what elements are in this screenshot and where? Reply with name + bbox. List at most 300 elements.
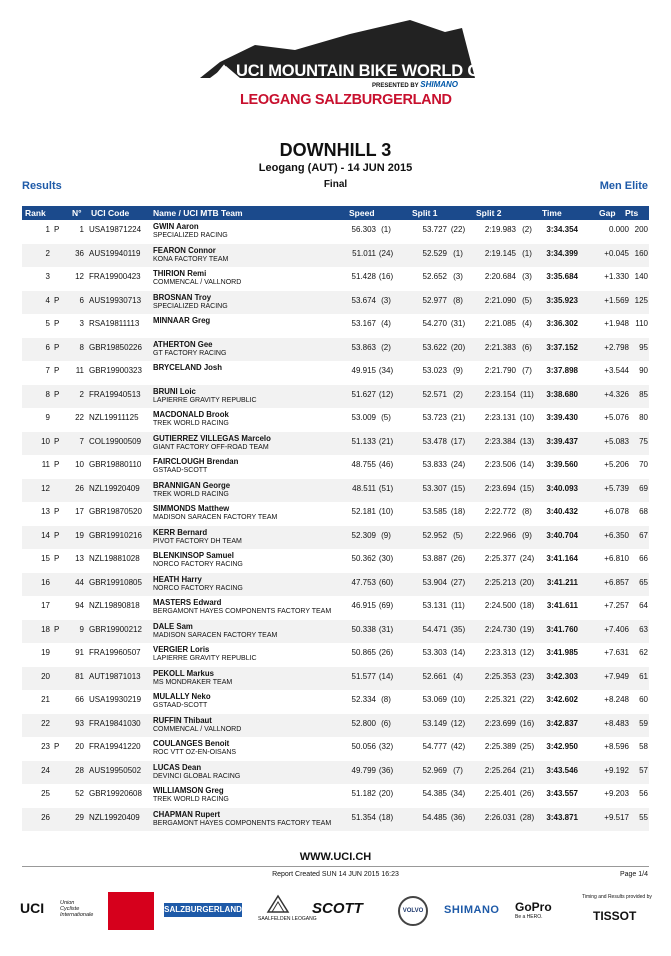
bib-number: 94	[75, 601, 84, 610]
tirol-logo	[108, 892, 154, 930]
split2-rank: (7)	[522, 366, 532, 375]
speed-rank: (36)	[378, 765, 394, 775]
table-row	[22, 455, 649, 479]
team-name: SPECIALIZED RACING	[153, 232, 228, 239]
split2: 2:26.031	[484, 812, 516, 822]
gap: +7.949	[604, 671, 629, 681]
split2-rank: (6)	[522, 342, 532, 352]
split2-rank: (5)	[522, 295, 532, 305]
split1-rank: (4)	[453, 671, 463, 681]
bib-number: 81	[75, 671, 84, 681]
team-name: COMMENCAL / VALLNORD	[153, 725, 242, 733]
speed-rank: (21)	[378, 436, 394, 446]
rider-name: VERGIER Loris	[153, 645, 210, 654]
speed: 46.915	[351, 601, 376, 610]
split1: 53.023	[422, 366, 447, 375]
split2-rank: (2)	[522, 225, 532, 234]
podium-flag: P	[54, 389, 60, 399]
split2: 2:22.966	[484, 530, 516, 540]
rider-name: GWIN Aaron	[153, 222, 199, 231]
split1-rank: (36)	[450, 812, 466, 822]
finish-time: 3:42.602	[546, 695, 578, 704]
points: 58	[639, 742, 648, 751]
split1: 52.652	[422, 272, 447, 281]
results-table-header	[22, 206, 649, 220]
saalfelden-leogang-logo: SAALFELDEN LEOGANG	[258, 916, 317, 922]
bib-number: 19	[75, 530, 84, 540]
split1-rank: (18)	[450, 507, 466, 516]
split2-rank: (22)	[519, 695, 535, 704]
bib-number: 3	[79, 319, 84, 328]
split2-rank: (13)	[519, 436, 535, 446]
rank: 19	[41, 648, 50, 657]
split1: 53.069	[422, 695, 447, 704]
speed-rank: (31)	[378, 624, 394, 634]
points: 160	[634, 248, 648, 258]
rider-name: MULALLY Neko	[153, 692, 211, 701]
uci-code: NZL19911125	[89, 413, 139, 422]
table-row	[22, 479, 649, 503]
team-name: BERGAMONT HAYES COMPONENTS FACTORY TEAM	[153, 819, 332, 827]
split1-rank: (15)	[450, 483, 466, 493]
uci-code: FRA19941220	[89, 742, 141, 751]
uci-code: GBR19900323	[89, 366, 142, 375]
rider-name: BRYCELAND Josh	[153, 363, 223, 372]
rank: 16	[41, 577, 50, 587]
finish-time: 3:41.611	[546, 601, 578, 610]
points: 65	[639, 577, 648, 587]
gap: +1.948	[604, 319, 629, 328]
split1: 53.622	[422, 342, 447, 352]
rider-name: FAIRCLOUGH Brendan	[153, 457, 239, 466]
speed: 50.865	[351, 648, 376, 657]
split1: 52.529	[422, 248, 447, 258]
table-row	[22, 338, 649, 362]
speed-rank: (30)	[378, 554, 394, 563]
rider-name: FEARON Connor	[153, 245, 216, 255]
rider-name: BRANNIGAN George	[153, 480, 231, 490]
team-name: MS MONDRAKER TEAM	[153, 678, 233, 686]
rider-name: MACDONALD Brook	[153, 410, 229, 419]
uci-line1: Union	[60, 900, 75, 906]
bib-number: 93	[75, 718, 84, 728]
salzburgerland-logo: SALZBURGERLAND	[164, 903, 242, 917]
finish-time: 3:42.837	[546, 718, 578, 728]
uci-line2: Cycliste	[60, 906, 80, 912]
col-split1: Split 1	[412, 208, 438, 218]
points: 67	[639, 530, 648, 540]
points: 75	[639, 436, 648, 446]
uci-code: GBR19920608	[89, 789, 142, 798]
points: 59	[639, 718, 648, 728]
table-row	[22, 385, 649, 409]
table-row	[22, 737, 649, 761]
table-row	[22, 408, 649, 432]
split1: 53.303	[422, 648, 447, 657]
split1-rank: (42)	[450, 742, 466, 751]
rider-name: MASTERS Edward	[153, 598, 222, 607]
col-time: Time	[542, 208, 562, 218]
rider-name: BLENKINSOP Samuel	[153, 551, 234, 560]
split1-rank: (1)	[453, 248, 463, 258]
uci-code: GBR19910805	[89, 577, 142, 587]
table-row	[22, 244, 649, 268]
podium-flag: P	[54, 530, 60, 540]
logo-sponsor: SHIMANO	[420, 80, 459, 89]
points: 64	[639, 601, 648, 610]
rank: 1	[45, 225, 50, 234]
finish-time: 3:40.432	[546, 507, 578, 516]
finish-time: 3:37.152	[546, 342, 578, 352]
col-speed: Speed	[349, 208, 375, 218]
rank: 12	[41, 483, 50, 493]
gap: +7.406	[604, 624, 629, 634]
team-name: LAPIERRE GRAVITY REPUBLIC	[153, 396, 257, 404]
split2: 2:21.085	[484, 319, 516, 328]
finish-time: 3:41.985	[546, 648, 578, 657]
split1-rank: (8)	[453, 295, 463, 305]
logo-location: LEOGANG SALZBURGERLAND	[240, 92, 452, 108]
points: 80	[639, 413, 648, 422]
points: 68	[639, 507, 648, 516]
speed: 51.182	[351, 789, 376, 798]
split2-rank: (16)	[519, 718, 535, 728]
split1: 53.723	[422, 413, 447, 422]
team-name: KONA FACTORY TEAM	[153, 255, 229, 263]
bib-number: 44	[75, 577, 84, 587]
team-name: TREK WORLD RACING	[153, 796, 229, 803]
speed: 49.915	[351, 366, 376, 375]
finish-time: 3:40.093	[546, 483, 578, 493]
rider-name: COULANGES Benoit	[153, 739, 230, 748]
team-name: LAPIERRE GRAVITY REPUBLIC	[153, 655, 257, 662]
gopro-logo: GoPro	[515, 900, 552, 914]
event-stage: Final	[323, 179, 348, 190]
speed: 52.181	[351, 507, 376, 516]
finish-time: 3:41.760	[546, 624, 578, 634]
bib-number: 8	[79, 342, 84, 352]
split1-rank: (35)	[450, 624, 466, 634]
finish-time: 3:34.399	[546, 248, 578, 258]
speed: 47.753	[351, 577, 376, 587]
team-name: NORCO FACTORY RACING	[153, 584, 243, 592]
results-table	[22, 220, 649, 831]
team-name: SPECIALIZED RACING	[153, 302, 228, 310]
speed: 50.056	[351, 742, 376, 751]
split2-rank: (28)	[519, 812, 535, 822]
team-name: NORCO FACTORY RACING	[153, 561, 243, 568]
team-name: GSTAAD-SCOTT	[153, 702, 208, 709]
team-name: MADISON SARACEN FACTORY TEAM	[153, 514, 278, 521]
speed-rank: (69)	[378, 601, 394, 610]
split2: 2:21.383	[484, 342, 516, 352]
event-date: Leogang (AUT) - 14 JUN 2015	[258, 162, 413, 174]
split2-rank: (25)	[519, 742, 535, 751]
speed-rank: (34)	[378, 366, 394, 375]
uci-code: RSA19811113	[89, 319, 140, 328]
rank: 5	[45, 319, 50, 328]
speed-rank: (1)	[381, 225, 391, 234]
gap: +5.076	[604, 413, 629, 422]
split2: 2:23.699	[484, 718, 516, 728]
split1-rank: (7)	[453, 765, 463, 775]
sponsor-strip	[0, 882, 671, 942]
team-name: GIANT FACTORY OFF-ROAD TEAM	[153, 443, 269, 451]
split1: 53.904	[422, 577, 447, 587]
speed: 53.674	[351, 295, 376, 305]
split2-rank: (18)	[519, 601, 535, 610]
bib-number: 13	[75, 554, 84, 563]
speed-rank: (12)	[378, 389, 394, 399]
rank: 9	[45, 413, 50, 422]
speed: 48.511	[352, 483, 376, 493]
uci-code: FRA19940513	[89, 389, 141, 399]
split2: 2:25.377	[484, 554, 516, 563]
points: 140	[634, 272, 648, 281]
rank: 14	[41, 530, 50, 540]
points: 200	[634, 225, 648, 234]
split2-rank: (20)	[519, 577, 535, 587]
podium-flag: P	[54, 319, 60, 328]
gap: +7.631	[604, 648, 629, 657]
points: 61	[639, 671, 648, 681]
table-row	[22, 220, 649, 244]
shimano-logo: SHIMANO	[444, 904, 500, 916]
split2-rank: (10)	[519, 413, 535, 422]
speed-rank: (20)	[378, 789, 394, 798]
finish-time: 3:39.560	[546, 460, 578, 469]
speed: 53.167	[351, 319, 376, 328]
team-name: TREK WORLD RACING	[153, 420, 229, 427]
finish-time: 3:36.302	[546, 319, 578, 328]
finish-time: 3:41.164	[546, 554, 578, 563]
table-row	[22, 432, 649, 456]
team-name: GT FACTORY RACING	[153, 349, 227, 357]
split2: 2:23.154	[484, 389, 516, 399]
split1-rank: (17)	[450, 436, 466, 446]
finish-time: 3:43.557	[546, 789, 578, 798]
uci-code: NZL19920409	[89, 483, 140, 493]
split1: 53.307	[422, 483, 447, 493]
timing-provider-label: Timing and Results provided by	[582, 894, 652, 900]
bib-number: 6	[79, 295, 84, 305]
split2: 2:25.389	[484, 742, 516, 751]
speed: 52.800	[351, 718, 376, 728]
team-name: GSTAAD-SCOTT	[153, 467, 208, 474]
speed: 51.354	[351, 812, 376, 822]
speed-rank: (3)	[381, 295, 391, 305]
points: 60	[639, 695, 648, 704]
gap: +6.350	[604, 530, 629, 540]
finish-time: 3:35.684	[546, 272, 578, 281]
uci-code: AUS19950502	[89, 765, 142, 775]
table-row	[22, 526, 649, 550]
points: 55	[639, 812, 648, 822]
speed: 51.627	[351, 389, 376, 399]
bib-number: 11	[75, 366, 84, 375]
finish-time: 3:34.354	[546, 225, 578, 234]
gap: 0.000	[608, 225, 629, 234]
split1: 53.833	[422, 460, 447, 469]
gap: +4.326	[604, 389, 629, 399]
category-label: Men Elite	[599, 180, 648, 192]
uci-code: FRA19841030	[89, 718, 141, 728]
split2: 2:25.321	[484, 695, 516, 704]
bib-number: 28	[75, 765, 84, 775]
split1-rank: (34)	[450, 789, 466, 798]
bib-number: 7	[79, 436, 84, 446]
split2-rank: (8)	[522, 507, 532, 516]
bib-number: 10	[75, 460, 84, 469]
bib-number: 26	[75, 483, 84, 493]
gap: +8.483	[604, 718, 629, 728]
speed: 49.799	[351, 765, 376, 775]
gap: +5.206	[604, 460, 629, 469]
split2-rank: (3)	[522, 272, 532, 281]
col-name: Name / UCI MTB Team	[153, 208, 243, 218]
split1: 53.727	[422, 225, 447, 234]
rider-name: SIMMONDS Matthew	[153, 504, 230, 513]
points: 110	[635, 319, 648, 328]
split1-rank: (27)	[450, 577, 466, 587]
rank: 6	[45, 342, 50, 352]
uci-code: AUS19930713	[89, 295, 142, 305]
rider-name: BROSNAN Troy	[153, 292, 212, 302]
split1: 54.485	[422, 812, 447, 822]
speed: 52.309	[351, 530, 376, 540]
uci-logo: UCI	[20, 900, 45, 916]
table-row	[22, 549, 649, 573]
uci-code: NZL19890818	[89, 601, 140, 610]
col-uci-code: UCI Code	[91, 208, 130, 218]
speed: 48.755	[351, 460, 376, 469]
finish-time: 3:42.303	[546, 671, 578, 681]
rider-name: LUCAS Dean	[153, 762, 202, 772]
table-row	[22, 596, 649, 620]
gap: +5.083	[604, 436, 629, 446]
speed: 51.428	[351, 272, 376, 281]
points: 70	[639, 460, 648, 469]
rank: 17	[41, 601, 50, 610]
finish-time: 3:39.430	[546, 413, 578, 422]
uci-code: NZL19920409	[89, 812, 140, 822]
split1-rank: (20)	[450, 342, 466, 352]
footer-divider	[22, 866, 649, 867]
speed-rank: (51)	[378, 483, 394, 493]
table-row	[22, 573, 649, 597]
finish-time: 3:40.704	[546, 530, 578, 540]
gap: +9.203	[604, 789, 629, 798]
speed: 52.334	[351, 695, 376, 704]
speed-rank: (2)	[381, 342, 391, 352]
split2-rank: (15)	[519, 483, 535, 493]
podium-flag: P	[54, 225, 60, 234]
uci-code: NZL19881028	[89, 554, 140, 563]
speed-rank: (8)	[381, 695, 391, 704]
col-no: N°	[72, 208, 82, 218]
bib-number: 66	[75, 695, 84, 704]
rank: 2	[45, 248, 50, 258]
rank: 15	[41, 554, 50, 563]
split2: 2:25.264	[484, 765, 516, 775]
rider-name: CHAPMAN Rupert	[153, 809, 221, 819]
rider-name: WILLIAMSON Greg	[153, 786, 224, 795]
rank: 24	[41, 765, 50, 775]
col-pts: Pts	[625, 208, 639, 218]
gap: +7.257	[604, 601, 629, 610]
points: 90	[639, 366, 648, 375]
website-link[interactable]: WWW.UCI.CH	[299, 851, 372, 863]
speed-rank: (46)	[378, 460, 394, 469]
gap: +6.810	[604, 554, 629, 563]
team-name: ROC VTT OZ-EN-OISANS	[153, 749, 237, 756]
split1-rank: (11)	[451, 601, 465, 610]
rank: 23	[41, 742, 50, 751]
points: 63	[639, 624, 648, 634]
split2: 2:25.213	[484, 577, 516, 587]
bib-number: 12	[75, 272, 84, 281]
split1-rank: (26)	[450, 554, 466, 563]
points: 57	[639, 765, 648, 775]
gopro-tagline: Be a HERO.	[515, 914, 543, 920]
table-row	[22, 714, 649, 738]
split2: 2:25.353	[484, 671, 516, 681]
rank: 11	[41, 460, 50, 469]
uci-code: USA19871224	[89, 225, 142, 234]
team-name: TREK WORLD RACING	[153, 490, 229, 498]
bib-number: 52	[75, 789, 84, 798]
world-cup-logo	[200, 20, 502, 110]
rank: 22	[41, 718, 50, 728]
bib-number: 1	[79, 225, 84, 234]
points: 56	[639, 789, 648, 798]
finish-time: 3:35.923	[546, 295, 578, 305]
uci-code: GBR19900212	[89, 624, 142, 634]
finish-time: 3:39.437	[546, 436, 578, 446]
rider-name: ATHERTON Gee	[153, 339, 213, 349]
speed: 53.863	[351, 342, 376, 352]
gap: +8.248	[604, 695, 629, 704]
bib-number: 36	[75, 248, 84, 258]
split1: 53.887	[422, 554, 447, 563]
uci-line3: Internationale	[60, 912, 94, 918]
rank: 8	[45, 389, 50, 399]
rank: 13	[41, 507, 50, 516]
rank: 20	[41, 671, 50, 681]
split1: 53.131	[422, 601, 447, 610]
split2: 2:24.730	[484, 624, 516, 634]
col-split2: Split 2	[476, 208, 502, 218]
uci-code: AUT19871013	[89, 671, 141, 681]
uci-code: FRA19960507	[89, 648, 141, 657]
table-row	[22, 784, 649, 808]
table-row	[22, 267, 649, 291]
team-name: PIVOT FACTORY DH TEAM	[153, 537, 242, 545]
rider-name: THIRION Remi	[153, 269, 207, 278]
split2: 2:21.090	[484, 295, 516, 305]
rider-name: HEATH Harry	[153, 574, 202, 584]
split1-rank: (22)	[450, 225, 466, 234]
rider-name: PEKOLL Markus	[153, 668, 214, 678]
gap: +5.739	[604, 483, 629, 493]
uci-code: GBR19870520	[89, 507, 142, 516]
rank: 10	[41, 436, 50, 446]
split1: 53.585	[422, 507, 447, 516]
gap: +0.045	[604, 248, 629, 258]
split2: 2:23.131	[484, 413, 516, 422]
rank: 25	[41, 789, 50, 798]
table-row	[22, 314, 649, 338]
